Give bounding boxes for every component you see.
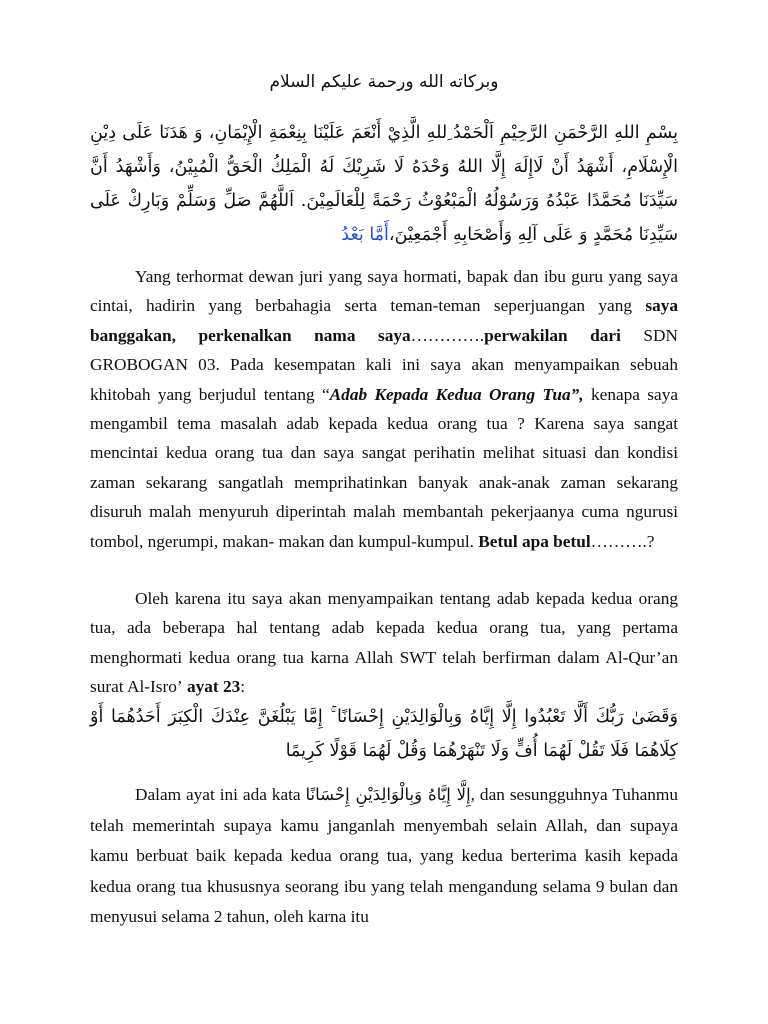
intro-question: ……….? <box>590 531 655 551</box>
intro-text-f: kenapa saya mengambil tema masalah adab kepada kedua orang tua ? Karena saya sangat mencintai kedua orang tua dan saya sangat perihatin melihat situasi dan kondisi zaman sekarang sangatlah memprihatinkan banyak anak-anak zaman sekarang disuruh malah menyuruh diperintah malah membantah pekerjaanya cuma ngurusi tombol, ngerumpi, makan- makan dan kumpul-kumpul. <box>90 384 679 551</box>
intro-text-a: Yang terhormat dewan juri yang saya hormati, bapak dan ibu guru yang saya cintai, hadirin yang berbahagia serta teman-teman seperjuangan yang <box>90 267 678 316</box>
intro-perwakilan: perwakilan dari <box>484 325 621 345</box>
explanation-text: , dan sesungguhnya Tuhanmu telah memerintah supaya kamu janganlah menyembah selain Allah, dan supaya kamu berbuat baik kepada kedua orang tua, yang kedua berterima kasih kepada kedua orang tua khususnya seorang ibu yang telah mengandung selama 9 bulan dan menyusui selama 2 tahun, oleh karna itu <box>90 785 678 926</box>
intro-betul: Betul apa betul <box>478 531 591 551</box>
amma-word: أَمَّا <box>369 225 389 245</box>
quran-verse: وَقَضَىٰ رَبُّكَ أَلَّا تَعْبُدُوا إِلَّا إِيَّاهُ وَبِالْوَالِدَيْنِ إِحْسَانًا ۚ إِمَّا يَبْلُغَنَّ عِنْدَكَ الْكِبَرَ أَحَدُهُمَا أَوْ كِلَاهُمَا فَلَا تَقُلْ لَهُمَا أُفٍّ وَلَا تَنْهَرْهُمَا وَقُلْ لَهُمَا قَوْلًا كَرِيمًا <box>90 707 678 761</box>
explanation-lead: Dalam ayat ini ada kata <box>135 785 306 804</box>
intro-text-bold: saya banggakan, perkenalkan nama saya <box>90 296 678 345</box>
explanation-arabic: إِلَّا إِيَّاهُ وَبِالْوَالِدَيْنِ إِحْسَانًا <box>305 785 471 804</box>
salam-heading: وبركاته الله ورحمة عليكم السلام <box>269 72 499 92</box>
paragraph-introduction <box>90 262 678 556</box>
intro-dots: …………. <box>410 325 485 345</box>
paragraph-adab <box>90 584 678 702</box>
speech-title: Adab Kepada Kedua Orang Tua”, <box>329 384 584 404</box>
adab-text: Oleh karena itu saya akan menyampaikan tentang adab kepada kedua orang tua, ada beberapa hal tentang adab kepada kedua orang tua, yang pertama menghormati kedua orang tua karna Allah SWT telah berfirman dalam Al-Qur’an surat Al-Isro’ <box>90 589 678 697</box>
adab-colon: : <box>240 677 246 697</box>
paragraph-explanation <box>90 780 678 933</box>
opening-prayer <box>90 116 678 252</box>
bad-word: بَعْدُ <box>341 225 364 245</box>
opening-prayer-text: بِسْمِ اللهِ الرَّحْمَنِ الرَّحِيْمِ اَلْحَمْدُ ِللهِ الَّذِيْ أَنْعَمَ عَلَيْنَا بِنِعْمَةِ الْإِيْمَانِ، وَ هَدَنَا عَلَى دِيْنِ الْإِسْلَامِ، أَشْهَدُ أَنْ لَاإِلَهَ إِلَّا اللهُ وَحْدَهُ لَا شَرِيْكَ لَهُ الْمَلِكُ الْحَقُّ الْمُبِيْنُ، وَأَشْهَدُ أَنَّ سَيِّدَنَا مُحَمَّدًا عَبْدُهُ وَرَسُوْلُهُ الْمَبْعُوْثُ رَحْمَةً لِلْعَالَمِيْنَ. اَللَّهُمَّ صَلِّ وَسَلِّمْ وَبَارِكْ عَلَى سَيِّدِنَا مُحَمَّدٍ وَ عَلَى آلِهِ وَأَصْحَابِهِ أَجْمَعِيْنَ، <box>90 123 678 245</box>
ayat-reference: ayat 23 <box>182 677 241 697</box>
intro-text-e: SDN GROBOGAN 03. Pada kesempatan kali ini saya akan menyampaikan sebuah khitobah yang berjudul tentang “ <box>90 325 678 404</box>
